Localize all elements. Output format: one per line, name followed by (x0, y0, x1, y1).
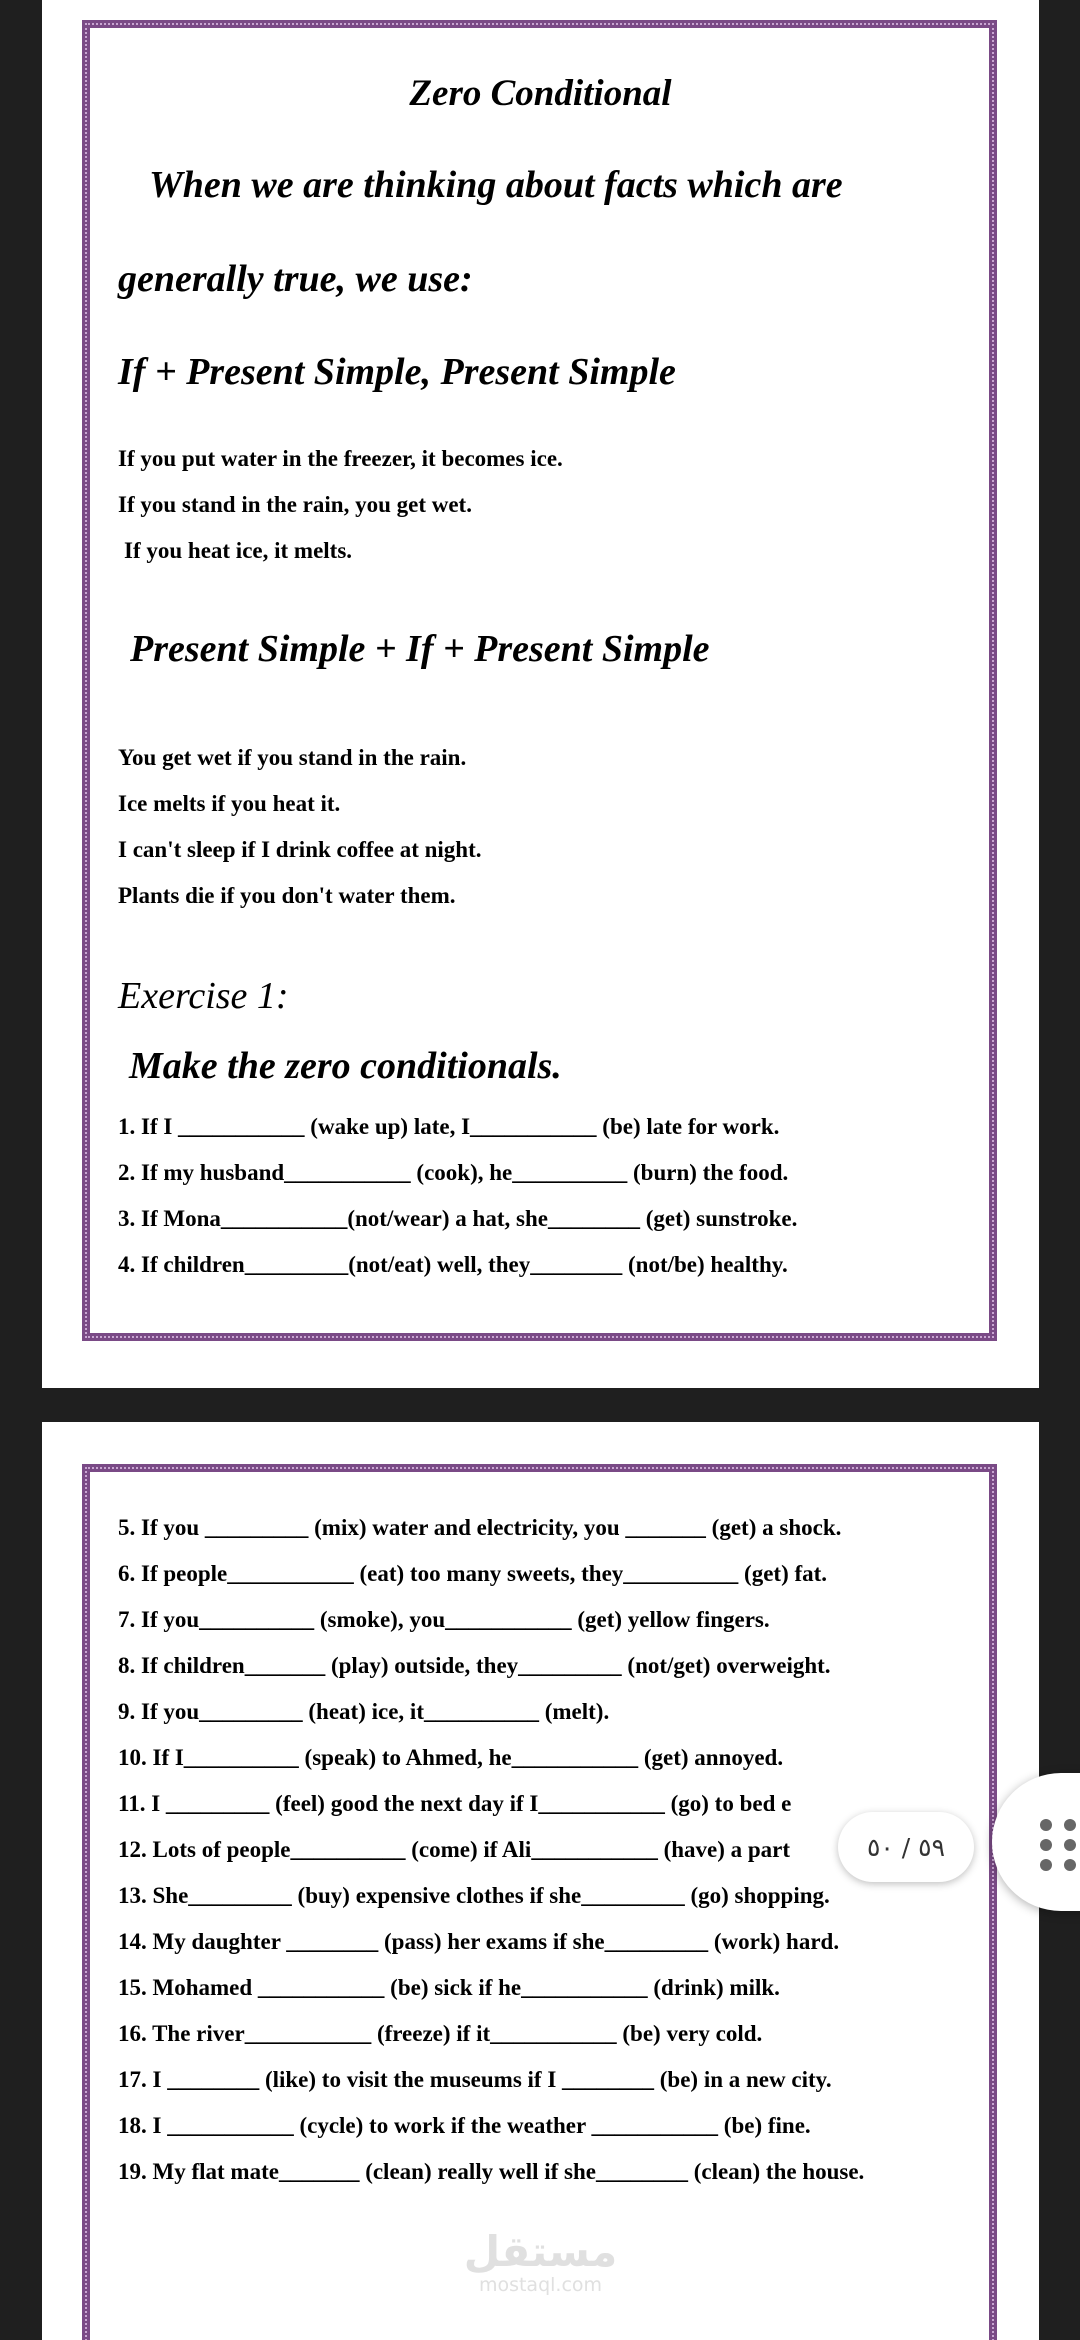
exercise-item: 14. My daughter ________ (pass) her exams if she_________ (work) hard. (118, 1929, 840, 1954)
drag-handle-icon (1040, 1819, 1080, 1871)
exercise-item: 18. I ___________ (cycle) to work if the weather ___________ (be) fine. (118, 2113, 811, 2138)
exercise-item: 9. If you_________ (heat) ice, it__________ (melt). (118, 1699, 610, 1724)
exercise-item: 12. Lots of people__________ (come) if Ali___________ (have) a part (118, 1837, 791, 1862)
example-line: If you heat ice, it melts. (124, 538, 353, 563)
exercise-item: 10. If I__________ (speak) to Ahmed, he___________ (get) annoyed. (118, 1745, 784, 1770)
intro-line-2: generally true, we use: (118, 258, 473, 300)
exercise-item: 3. If Mona___________(not/wear) a hat, she________ (get) sunstroke. (118, 1206, 798, 1231)
example-line: I can't sleep if I drink coffee at night. (118, 837, 482, 862)
exercise-item: 6. If people___________ (eat) too many sweets, they__________ (get) fat. (118, 1561, 828, 1586)
page-indicator[interactable] (838, 1812, 974, 1882)
example-line: If you put water in the freezer, it becomes ice. (118, 446, 563, 471)
example-line: Plants die if you don't water them. (118, 883, 456, 908)
exercise-item: 5. If you _________ (mix) water and electricity, you _______ (get) a shock. (118, 1515, 842, 1540)
exercise-item: 17. I ________ (like) to visit the museums if I ________ (be) in a new city. (118, 2067, 832, 2092)
exercise-item: 7. If you__________ (smoke), you___________ (get) yellow fingers. (118, 1607, 770, 1632)
formula-1: If + Present Simple, Present Simple (118, 351, 676, 393)
page-title: Zero Conditional (409, 73, 672, 114)
exercise-item: 15. Mohamed ___________ (be) sick if he___________ (drink) milk. (118, 1975, 780, 2000)
exercise-instruction: Make the zero conditionals. (129, 1045, 562, 1087)
exercise-item: 8. If children_______ (play) outside, they_________ (not/get) overweight. (118, 1653, 831, 1678)
exercise-item: 11. I _________ (feel) good the next day if I___________ (go) to bed e (118, 1791, 792, 1816)
exercise-title: Exercise 1: (118, 975, 289, 1017)
page-indicator-text: ٥٩ / ٥٠ (866, 1832, 946, 1862)
exercise-item: 16. The river___________ (freeze) if it___________ (be) very cold. (118, 2021, 763, 2046)
exercise-item: 1. If I ___________ (wake up) late, I___________ (be) late for work. (118, 1114, 780, 1139)
exercise-item: 4. If children_________(not/eat) well, they________ (not/be) healthy. (118, 1252, 788, 1277)
formula-2: Present Simple + If + Present Simple (130, 628, 710, 670)
document-page-1 (42, 0, 1039, 1388)
decorative-border (82, 20, 997, 1341)
watermark-arabic: مستقل (463, 2227, 618, 2276)
exercise-item: 2. If my husband___________ (cook), he__________ (burn) the food. (118, 1160, 789, 1185)
intro-line-1: When we are thinking about facts which are (149, 164, 843, 206)
exercise-item: 19. My flat mate_______ (clean) really well if she________ (clean) the house. (118, 2159, 865, 2184)
watermark (42, 2227, 1039, 2296)
example-line: You get wet if you stand in the rain. (118, 745, 467, 770)
example-line: If you stand in the rain, you get wet. (118, 492, 472, 517)
example-line: Ice melts if you heat it. (118, 791, 341, 816)
watermark-latin: mostaql.com (478, 2274, 603, 2296)
exercise-item: 13. She_________ (buy) expensive clothes if she_________ (go) shopping. (118, 1883, 830, 1908)
